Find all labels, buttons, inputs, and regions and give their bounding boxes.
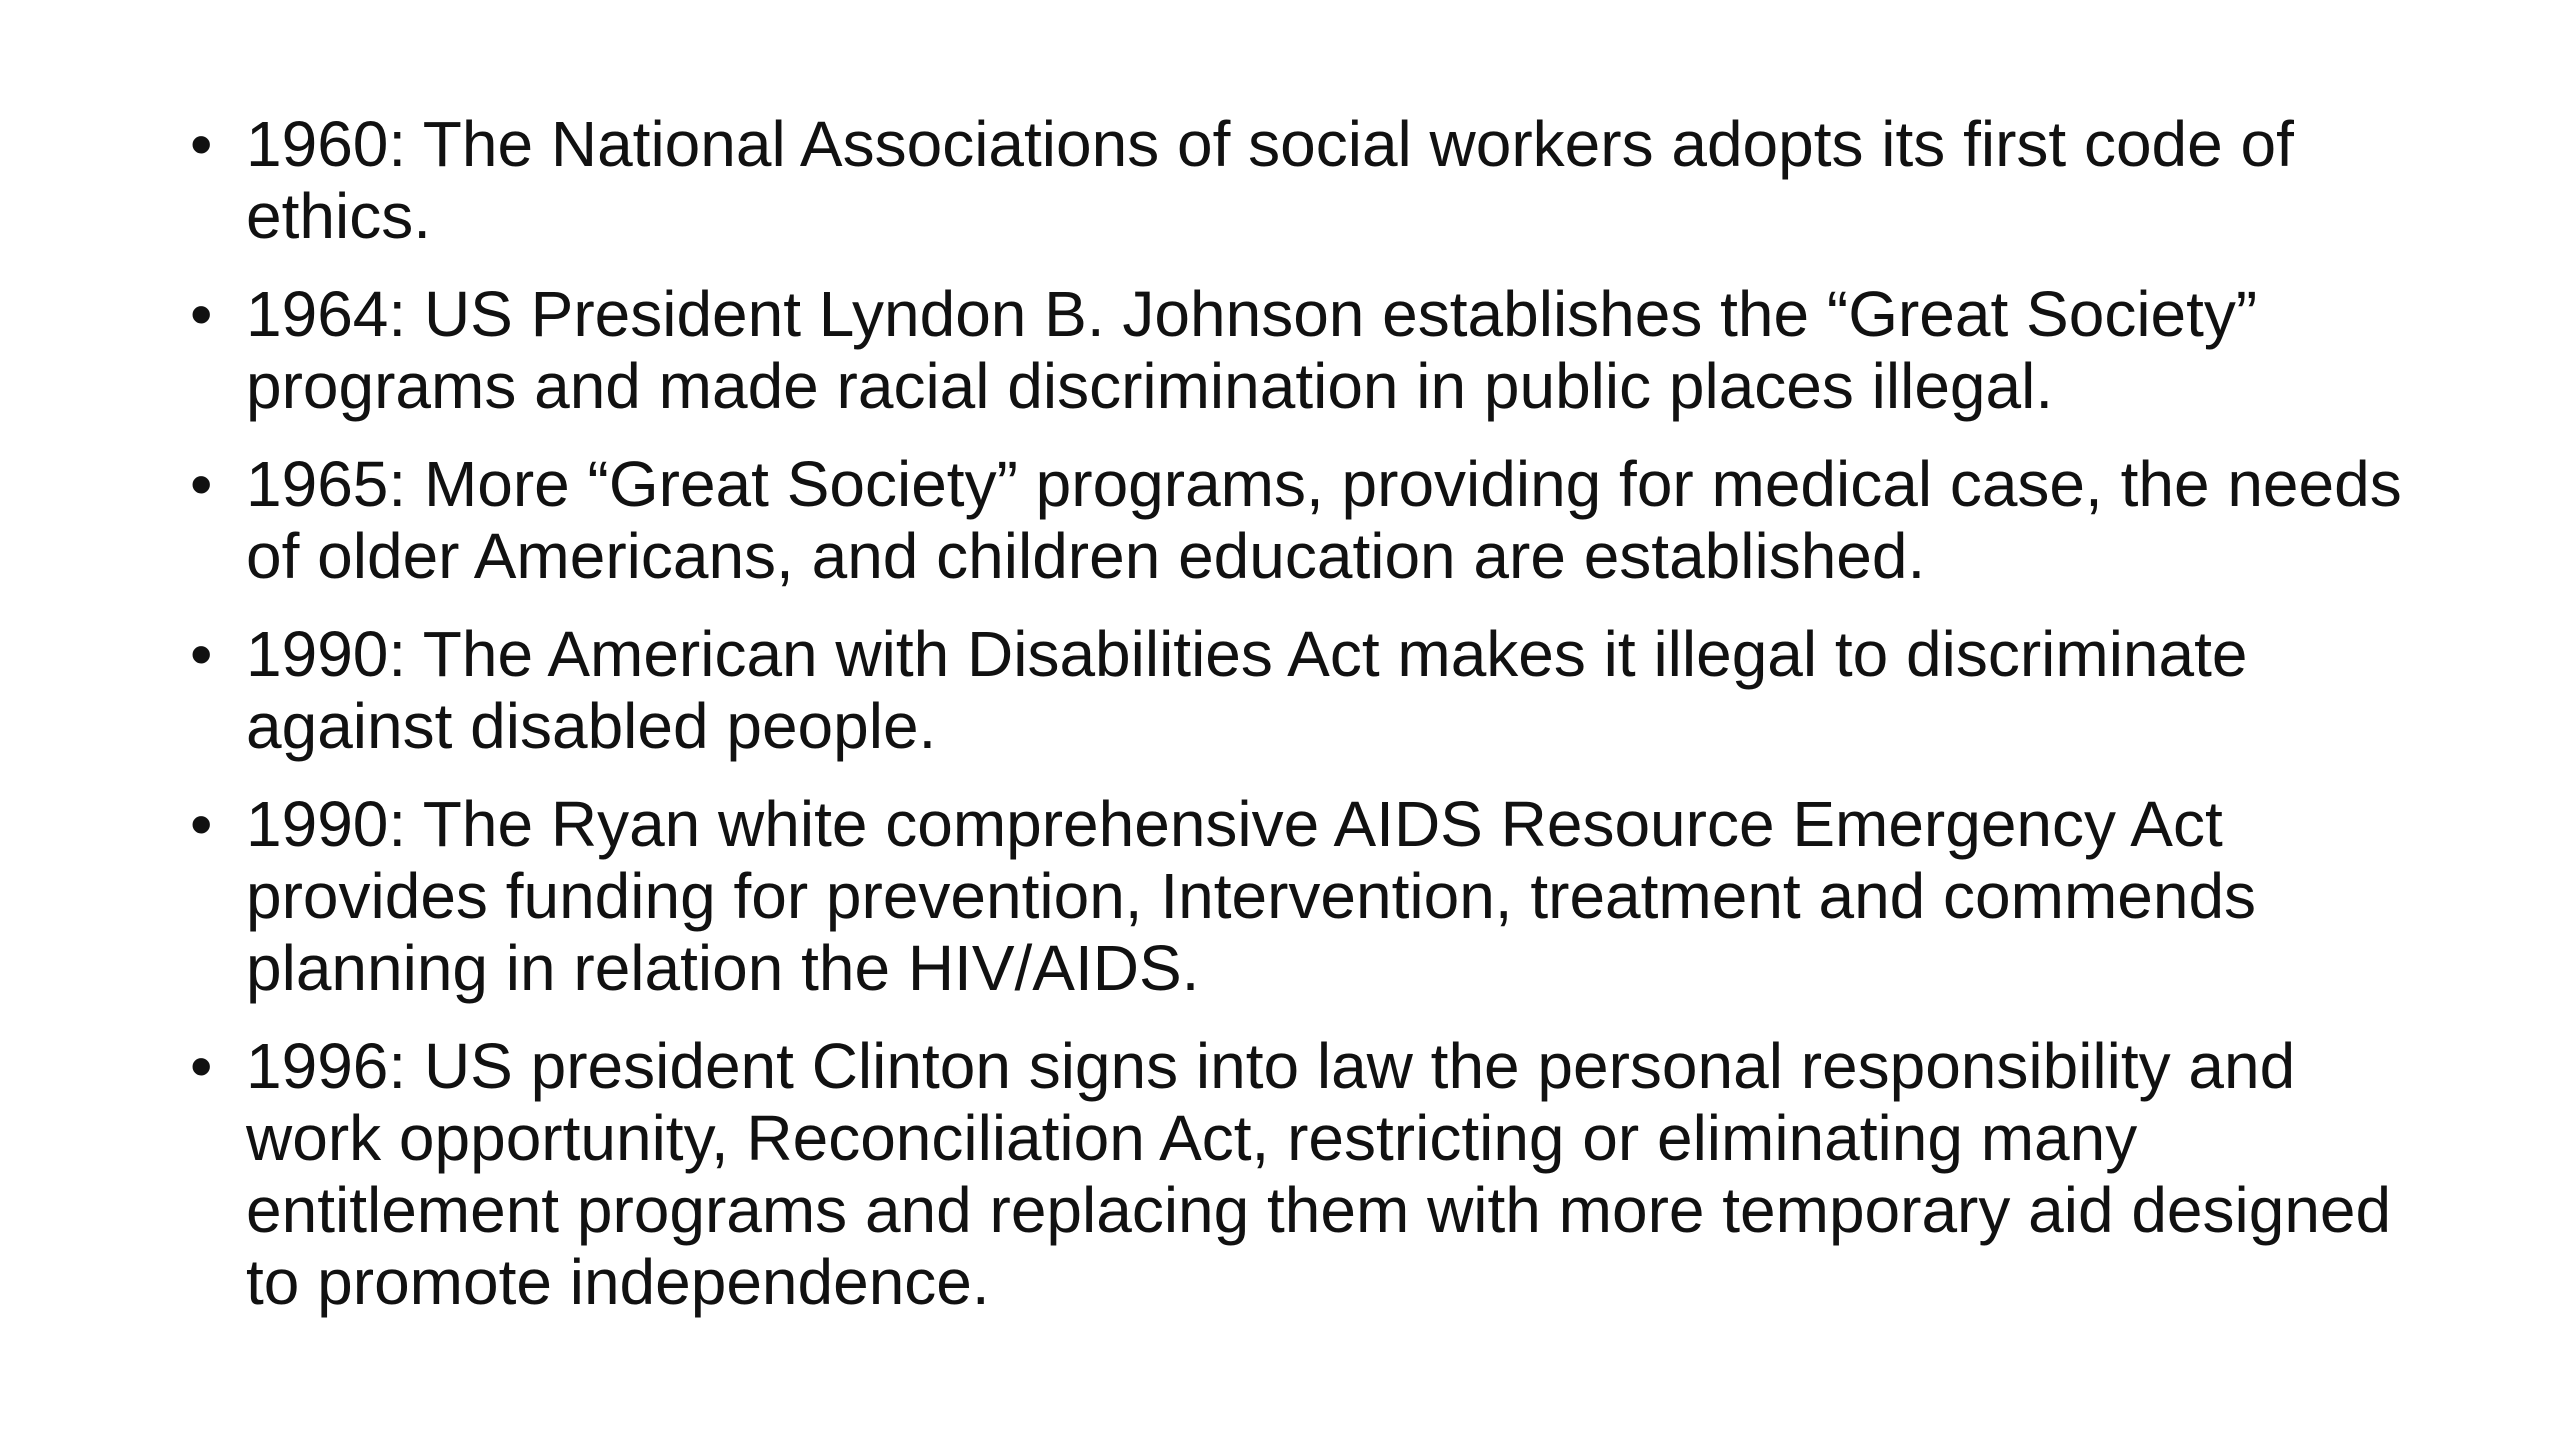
- bullet-icon: •: [190, 1030, 213, 1102]
- bullet-icon: •: [190, 618, 213, 690]
- bullet-icon: •: [190, 108, 213, 180]
- list-item: [190, 108, 2430, 252]
- list-item: [190, 618, 2430, 762]
- bullet-text: 1965: More “Great Society” programs, providing for medical case, the needs of older Americans, and children education are established.: [246, 448, 2402, 592]
- bullet-list: [190, 108, 2430, 1344]
- list-item: [190, 278, 2430, 422]
- bullet-text: 1990: The American with Disabilities Act makes it illegal to discriminate against disabled people.: [246, 618, 2248, 762]
- bullet-icon: •: [190, 788, 213, 860]
- bullet-text: 1960: The National Associations of social workers adopts its first code of ethics.: [246, 108, 2294, 252]
- bullet-text: 1964: US President Lyndon B. Johnson establishes the “Great Society” programs and made racial discrimination in public places illegal.: [246, 278, 2258, 422]
- bullet-icon: •: [190, 448, 213, 520]
- bullet-text: 1990: The Ryan white comprehensive AIDS Resource Emergency Act provides funding for prevention, Intervention, treatment and commends planning in relation the HIV/AIDS.: [246, 788, 2257, 1004]
- bullet-text: 1996: US president Clinton signs into law the personal responsibility and work opportunity, Reconciliation Act, restricting or eliminating many entitlement programs and replacing them with more temporary aid designed to promote independence.: [246, 1030, 2392, 1318]
- bullet-icon: •: [190, 278, 213, 350]
- list-item: [190, 788, 2430, 1004]
- list-item: [190, 1030, 2430, 1318]
- list-item: [190, 448, 2430, 592]
